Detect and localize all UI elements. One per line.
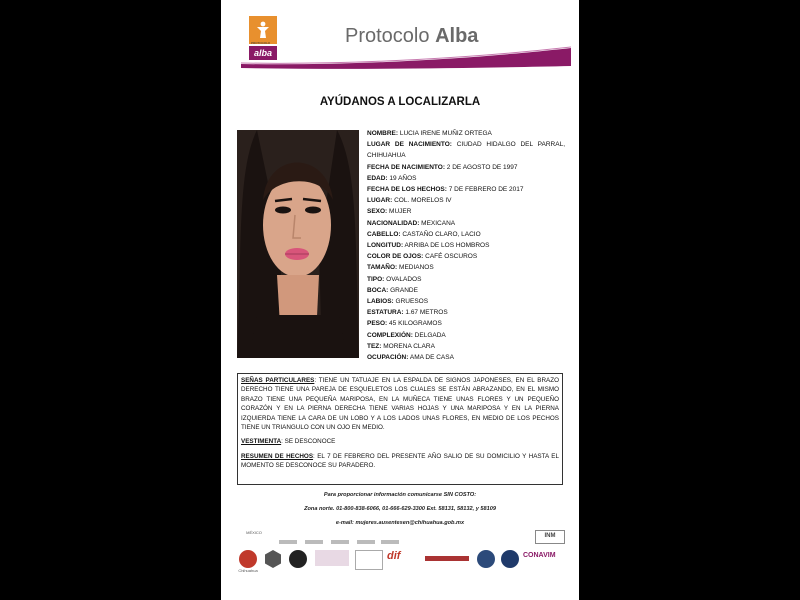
detail-row-labios: LABIOS: GRUESOS xyxy=(367,298,429,306)
detail-row-complexion: COMPLEXIÓN: DELGADA xyxy=(367,331,446,339)
detail-row-longitud: LONGITUD: ARRIBA DE LOS HOMBROS xyxy=(367,242,490,250)
conavim-logo: CONAVIM xyxy=(523,552,556,559)
detail-row-color-ojos: COLOR DE OJOS: CAFÉ OSCUROS xyxy=(367,253,478,261)
contact-email[interactable]: e-mail: mujeres.ausentesen@chihuahua.gob.mx xyxy=(335,520,465,526)
resumen-hechos: RESUMEN DE HECHOS: EL 7 DE FEBRERO DEL PRESENTE AÑO SALIO DE SU DOMICILIO Y HASTA EL MOMENTO SE DESCONOCE SU PARADERO. xyxy=(241,452,559,470)
contact-phones: Zona norte. 01-800-838-6066, 01-666-629-3300 Ext. 58131, 58132, y 58109 xyxy=(304,506,496,512)
detail-row-edad: EDAD: 19 AÑOS xyxy=(367,174,417,182)
detail-row-peso: PESO: 45 KILOGRAMOS xyxy=(367,320,442,328)
institution-logos xyxy=(235,530,565,590)
detail-row-ocupacion: OCUPACIÓN: AMA DE CASA xyxy=(367,354,454,362)
inm-logo: INM xyxy=(535,530,565,544)
alba-logo-caption: PROTOCOLO xyxy=(251,41,271,45)
header-swoosh xyxy=(241,44,571,70)
person-figure-icon xyxy=(256,21,270,39)
vestimenta: VESTIMENTA: SE DESCONOCE xyxy=(241,438,336,446)
detail-row-fecha-hechos: FECHA DE LOS HECHOS: 7 DE FEBRERO DE 2017 xyxy=(367,186,524,194)
contact-info xyxy=(221,488,579,530)
portrait-illustration xyxy=(237,130,359,358)
detail-row-lugar-nacimiento: LUGAR DE NACIMIENTO: CIUDAD HIDALGO DEL PARRAL, CHIHUAHUA xyxy=(367,141,565,160)
dif-logo: dif xyxy=(387,550,401,562)
detail-row-sexo: SEXO: MUJER xyxy=(367,208,412,216)
institution-logo xyxy=(425,556,469,561)
detail-row-nacionalidad: NACIONALIDAD: MEXICANA xyxy=(367,219,456,227)
seal-icon xyxy=(501,550,519,568)
detail-row-tipo: TIPO: OVALADOS xyxy=(367,275,422,283)
alba-logo-text: alba xyxy=(249,46,277,60)
institution-logo xyxy=(355,550,383,570)
heading: AYÚDANOS A LOCALIZARLA xyxy=(319,96,481,108)
detail-row-fecha-nacimiento: FECHA DE NACIMIENTO: 2 DE AGOSTO DE 1997 xyxy=(367,163,518,171)
chihuahua-shield-icon xyxy=(239,550,257,568)
chihuahua-label: Chihuahua xyxy=(238,568,258,573)
title-bold: Alba xyxy=(435,25,479,47)
mexico-logo: MÉXICO xyxy=(246,530,262,535)
gov-logos-row xyxy=(279,532,399,538)
alba-logo-emblem xyxy=(249,16,277,44)
detail-row-tez: TEZ: MORENA CLARA xyxy=(367,342,435,350)
detail-row-tamano: TAMAÑO: MEDIANOS xyxy=(367,264,434,272)
detail-row-nombre: NOMBRE: LUCIA IRENE MUÑIZ ORTEGA xyxy=(367,130,492,137)
institution-logo xyxy=(315,550,349,566)
detail-row-lugar: LUGAR: COL. MORELOS IV xyxy=(367,197,452,205)
homeland-security-seal-icon xyxy=(477,550,495,568)
detail-row-estatura: ESTATURA: 1.67 METROS xyxy=(367,309,448,317)
police-badge-icon xyxy=(265,550,281,568)
seal-icon xyxy=(289,550,307,568)
senas-particulares: SEÑAS PARTICULARES: TIENE UN TATUAJE EN LA ESPALDA DE SIGNOS JAPONESES, EN EL BRAZO DERECHO TIENE UNA PAREJA DE ESQUELETOS LOS CUALES SE ESTÁN ABRAZANDO, EN EL MISMO BRAZO TIENE UNA PEQUEÑA MARIPOSA, EN LA MUÑECA TIENE UNAS FLORES Y UN PEQUEÑO CORAZÓN Y EN LA PIERNA DERECHA TIENE VARIAS HOJAS Y UNA MARIPOSA Y EN LA PIERNA IZQUIERDA TIENE LA CARA DE UN LOBO Y A LOS LADOS UNAS FLORES, EN MEDIO DE LOS PECHOS TIENE UN TRIANGULO CON UN OJO EN MEDIO. xyxy=(241,377,559,432)
contact-intro: Para proporcionar información comunicarse SIN COSTO: xyxy=(323,492,477,498)
missing-person-photo xyxy=(237,130,359,358)
additional-info-box xyxy=(237,373,563,485)
detail-row-cabello: CABELLO: CASTAÑO CLARO, LACIO xyxy=(367,230,481,238)
title-regular: Protocolo xyxy=(345,25,436,47)
person-details xyxy=(367,128,565,363)
missing-person-flyer xyxy=(221,0,579,600)
detail-row-boca: BOCA: GRANDE xyxy=(367,286,418,294)
